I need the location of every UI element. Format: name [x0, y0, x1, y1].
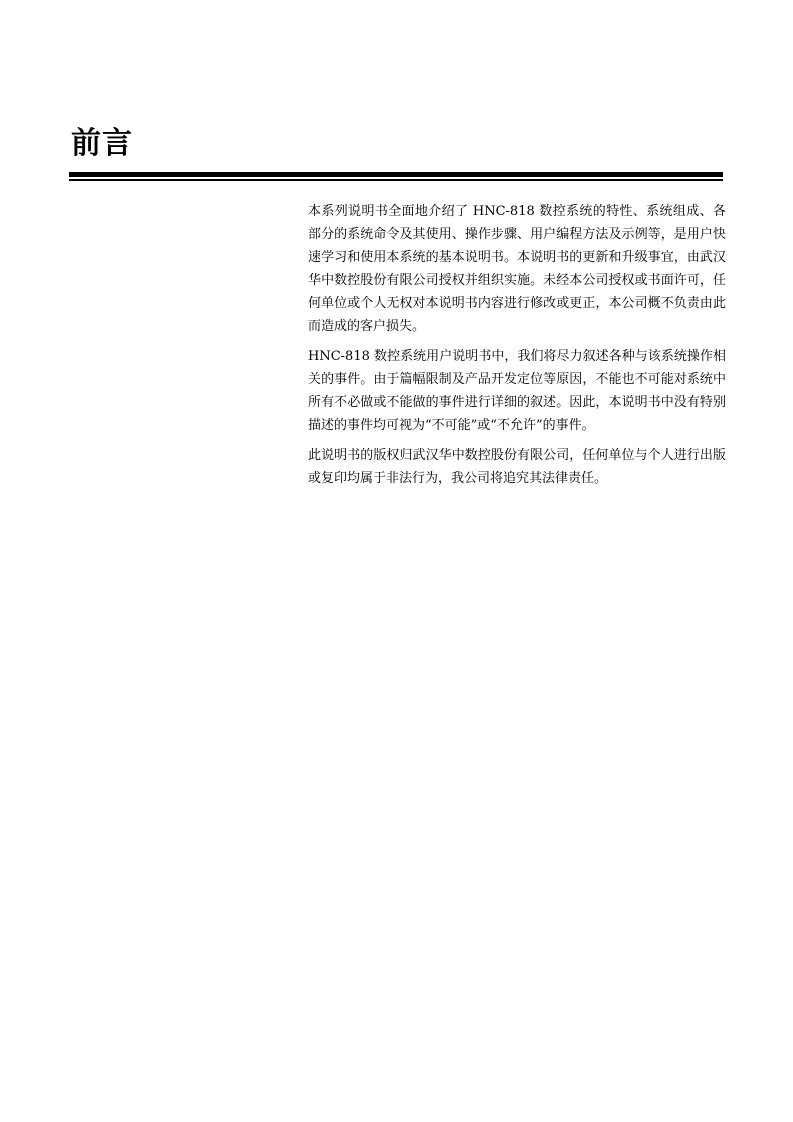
page-title: 前言 — [71, 126, 133, 161]
preface-paragraph-3: 此说明书的版权归武汉华中数控股份有限公司，任何单位与个人进行出版或复印均属于非法行为，我公司将追究其法律责任。 — [308, 448, 726, 486]
title-divider-thin — [69, 179, 723, 181]
preface-paragraph-2: HNC-818 数控系统用户说明书中，我们将尽力叙述各种与该系统操作相关的事件。由于篇幅限制及产品开发定位等原因，不能也不可能对系统中所有不必做或不能做的事件进行详细的叙述。因此，本说明书中没有特别描述的事件均可视为“不可能”或“不允许”的事件。 — [308, 349, 726, 433]
preface-body — [308, 200, 726, 497]
preface-paragraph-1: 本系列说明书全面地介绍了 HNC-818 数控系统的特性、系统组成、各部分的系统命令及其使用、操作步骤、用户编程方法及示例等，是用户快速学习和使用本系统的基本说明书。本说明书的更新和升级事宜，由武汉华中数控股份有限公司授权并组织实施。未经本公司授权或书面许可，任何单位或个人无权对本说明书内容进行修改或更正，本公司概不负责由此而造成的客户损失。 — [308, 204, 726, 334]
title-divider-thick — [69, 172, 723, 177]
